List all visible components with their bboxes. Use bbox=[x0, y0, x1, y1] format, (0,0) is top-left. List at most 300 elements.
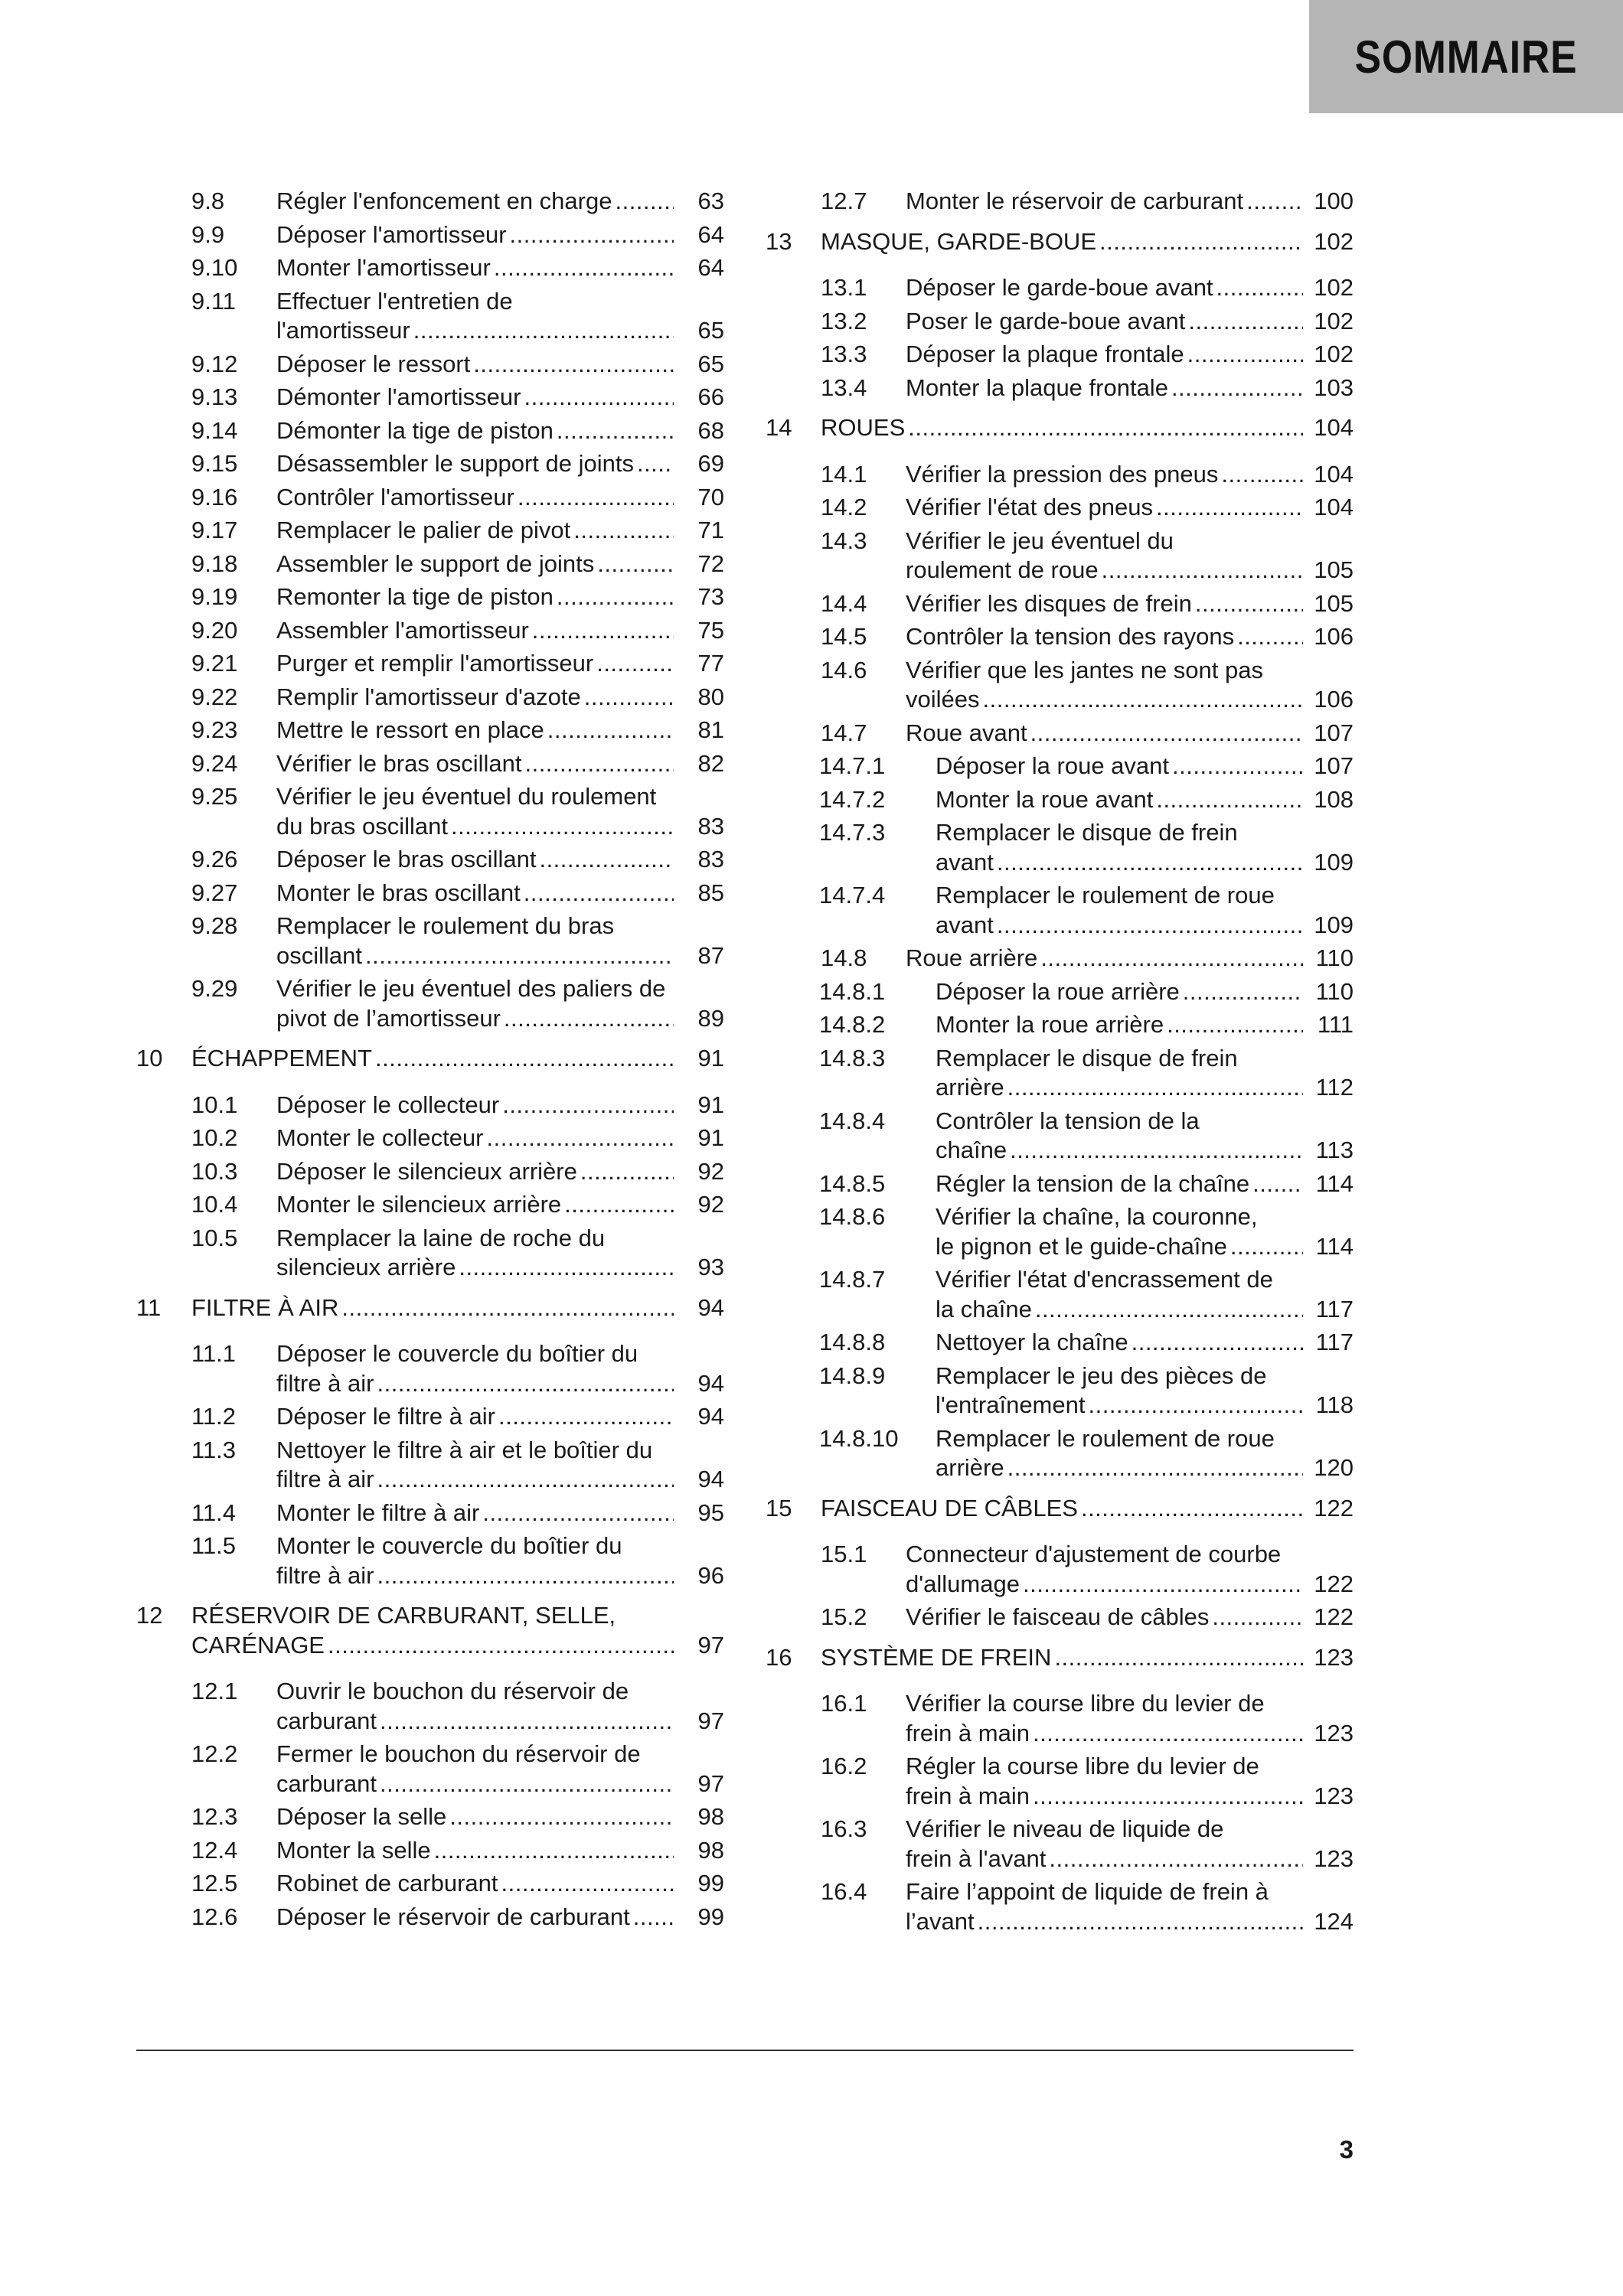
toc-section-entry[interactable] bbox=[136, 749, 724, 779]
dot-leader bbox=[1054, 1643, 1303, 1673]
toc-entry-page: 95 bbox=[697, 1499, 724, 1526]
toc-entry-number: 14.3 bbox=[821, 527, 867, 554]
toc-section-entry[interactable] bbox=[766, 527, 1354, 585]
toc-entry-title: Régler l'enfoncement en charge bbox=[276, 188, 612, 214]
toc-entry-title: Poser le garde-boue avant bbox=[906, 307, 1186, 334]
toc-entry-page: 73 bbox=[697, 583, 724, 610]
toc-section-entry[interactable] bbox=[136, 649, 724, 679]
toc-entry-title: Nettoyer le filtre à air et le boîtier du bbox=[276, 1436, 653, 1463]
toc-entry-number: 14.7.2 bbox=[819, 785, 886, 813]
toc-section-entry[interactable] bbox=[766, 1362, 1354, 1420]
toc-entry-title: Monter le filtre à air bbox=[276, 1499, 480, 1526]
toc-entry-page: 105 bbox=[1314, 556, 1354, 583]
toc-entry-page: 98 bbox=[697, 1803, 724, 1830]
toc-section-entry[interactable] bbox=[136, 1531, 724, 1590]
toc-section-entry[interactable] bbox=[136, 716, 724, 745]
dot-leader bbox=[1167, 1010, 1303, 1040]
toc-entry-page: 94 bbox=[697, 1403, 724, 1430]
toc-entry-page: 63 bbox=[697, 188, 724, 214]
toc-entry-page: 102 bbox=[1314, 307, 1354, 334]
toc-section-entry[interactable] bbox=[766, 785, 1354, 815]
toc-entry-page: 102 bbox=[1314, 341, 1354, 367]
toc-section-entry[interactable] bbox=[766, 656, 1354, 715]
dot-leader bbox=[377, 1369, 674, 1399]
dot-leader bbox=[1252, 1169, 1303, 1199]
toc-section-entry[interactable] bbox=[766, 273, 1354, 303]
dot-leader bbox=[597, 550, 674, 579]
toc-entry-page: 102 bbox=[1314, 227, 1354, 255]
toc-entry-page: 98 bbox=[697, 1836, 724, 1864]
toc-entry-page: 83 bbox=[697, 846, 724, 872]
toc-entry-title: SYSTÈME DE FREIN bbox=[821, 1643, 1052, 1671]
toc-entry-number: 10.5 bbox=[191, 1224, 238, 1251]
toc-entry-page: 122 bbox=[1314, 1494, 1354, 1521]
toc-entry-page: 71 bbox=[697, 517, 724, 543]
toc-entry-title: carburant bbox=[276, 1707, 377, 1734]
toc-section-entry[interactable] bbox=[136, 253, 724, 283]
toc-entry-page: 103 bbox=[1314, 373, 1354, 401]
toc-entry-title: Vérifier le jeu éventuel du bbox=[906, 527, 1174, 554]
toc-entry-page: 117 bbox=[1315, 1329, 1354, 1355]
toc-entry-page: 114 bbox=[1315, 1169, 1354, 1197]
dot-leader bbox=[375, 1044, 674, 1074]
toc-section-entry[interactable] bbox=[136, 220, 724, 250]
toc-entry-title: arrière bbox=[936, 1074, 1004, 1101]
toc-entry-number: 16 bbox=[766, 1643, 792, 1671]
toc-entry-title: Remplacer le palier de pivot bbox=[276, 517, 571, 543]
toc-entry-title: du bras oscillant bbox=[276, 812, 449, 840]
toc-entry-number: 14.2 bbox=[821, 494, 867, 520]
toc-entry-page: 96 bbox=[697, 1561, 724, 1589]
toc-entry-number: 14.8.5 bbox=[819, 1169, 886, 1197]
dot-leader bbox=[494, 253, 674, 283]
toc-chapter-entry[interactable] bbox=[136, 1044, 724, 1074]
toc-entry-page: 97 bbox=[697, 1769, 724, 1797]
toc-section-entry[interactable] bbox=[136, 1836, 724, 1866]
toc-entry-number: 14.8.1 bbox=[819, 977, 886, 1005]
toc-section-entry[interactable] bbox=[136, 1740, 724, 1799]
toc-entry-page: 94 bbox=[697, 1466, 724, 1492]
toc-entry-title: Déposer la plaque frontale bbox=[906, 341, 1184, 367]
toc-entry-number: 16.3 bbox=[821, 1815, 867, 1842]
dot-leader bbox=[1035, 1295, 1303, 1325]
toc-entry-page: 105 bbox=[1314, 589, 1354, 617]
toc-entry-number: 12 bbox=[136, 1602, 163, 1629]
toc-entry-page: 111 bbox=[1317, 1011, 1354, 1038]
toc-entry-number: 11.4 bbox=[191, 1499, 237, 1526]
toc-section-entry[interactable] bbox=[136, 1802, 724, 1832]
toc-section-entry[interactable] bbox=[136, 1091, 724, 1120]
toc-section-entry[interactable] bbox=[766, 752, 1354, 781]
toc-entry-title: voilées bbox=[906, 686, 980, 713]
toc-entry-page: 110 bbox=[1315, 977, 1354, 1005]
dot-leader bbox=[1010, 1136, 1303, 1166]
toc-entry-title: Assembler l'amortisseur bbox=[276, 616, 529, 644]
toc-entry-number: 14.8.2 bbox=[819, 1011, 886, 1038]
dot-leader bbox=[547, 716, 674, 745]
toc-entry-title: Vérifier le bras oscillant bbox=[276, 749, 522, 777]
toc-entry-title: Monter le couvercle du boîtier du bbox=[276, 1532, 622, 1559]
toc-section-entry[interactable] bbox=[766, 1815, 1354, 1874]
toc-entry-page: 104 bbox=[1314, 494, 1354, 520]
toc-section-entry[interactable] bbox=[136, 1499, 724, 1528]
toc-entry-title: Monter le bras oscillant bbox=[276, 879, 521, 906]
toc-section-entry[interactable] bbox=[136, 287, 724, 346]
toc-section-entry[interactable] bbox=[136, 1124, 724, 1153]
toc-entry-title: Vérifier le jeu éventuel des paliers de bbox=[276, 975, 666, 1002]
toc-entry-number: 9.21 bbox=[191, 650, 238, 677]
toc-entry-title: CARÉNAGE bbox=[191, 1631, 325, 1658]
toc-entry-number: 14.8.10 bbox=[819, 1424, 899, 1452]
toc-section-entry[interactable] bbox=[766, 818, 1354, 877]
toc-entry-title: avant bbox=[936, 911, 994, 938]
toc-entry-number: 9.15 bbox=[191, 450, 238, 477]
toc-entry-number: 10.3 bbox=[191, 1157, 238, 1185]
toc-section-entry[interactable] bbox=[766, 1169, 1354, 1199]
toc-section-entry[interactable] bbox=[136, 683, 724, 713]
dot-leader bbox=[557, 416, 674, 446]
toc-entry-number: 14.7.4 bbox=[819, 882, 886, 908]
dot-leader bbox=[997, 848, 1303, 878]
toc-entry-title: Remplacer le roulement de roue bbox=[936, 1424, 1275, 1452]
toc-entry-title: oscillant bbox=[276, 941, 362, 969]
dot-leader bbox=[1221, 460, 1303, 490]
toc-section-entry[interactable] bbox=[136, 383, 724, 413]
toc-entry-number: 10 bbox=[136, 1045, 163, 1071]
toc-entry-title: Déposer le filtre à air bbox=[276, 1403, 496, 1430]
toc-section-entry[interactable] bbox=[136, 616, 724, 646]
toc-entry-number: 14.8.3 bbox=[819, 1044, 886, 1071]
toc-section-entry[interactable] bbox=[766, 1265, 1354, 1324]
toc-section-entry[interactable] bbox=[136, 516, 724, 546]
toc-entry-page: 113 bbox=[1315, 1137, 1354, 1163]
toc-entry-page: 122 bbox=[1314, 1570, 1354, 1597]
toc-entry-page: 97 bbox=[697, 1707, 724, 1734]
toc-entry-title: Vérifier le niveau de liquide de bbox=[906, 1815, 1224, 1842]
toc-entry-number: 14.8.8 bbox=[819, 1329, 886, 1355]
toc-entry-number: 9.13 bbox=[191, 383, 238, 410]
toc-entry-page: 117 bbox=[1315, 1295, 1354, 1322]
toc-entry-number: 16.4 bbox=[821, 1878, 867, 1905]
toc-entry-title: Monter la plaque frontale bbox=[906, 373, 1168, 401]
toc-entry-number: 9.10 bbox=[191, 254, 238, 281]
dot-leader bbox=[596, 649, 674, 679]
toc-section-entry[interactable] bbox=[136, 1190, 724, 1220]
toc-section-entry[interactable] bbox=[136, 1224, 724, 1283]
toc-entry-title: arrière bbox=[936, 1454, 1004, 1481]
dot-leader bbox=[377, 1561, 674, 1591]
toc-entry-page: 75 bbox=[697, 616, 724, 644]
toc-entry-number: 14.8.6 bbox=[819, 1203, 886, 1230]
toc-entry-title: filtre à air bbox=[276, 1369, 374, 1397]
toc-section-entry[interactable] bbox=[766, 493, 1354, 523]
toc-entry-page: 99 bbox=[697, 1903, 724, 1930]
toc-entry-title: Déposer le silencieux arrière bbox=[276, 1157, 577, 1185]
toc-entry-title: Effectuer l'entretien de bbox=[276, 287, 513, 315]
toc-section-entry[interactable] bbox=[136, 1903, 724, 1932]
toc-entry-title: Monter la roue arrière bbox=[936, 1011, 1164, 1038]
toc-entry-page: 106 bbox=[1314, 623, 1354, 650]
toc-entry-number: 12.6 bbox=[191, 1903, 238, 1930]
toc-entry-page: 83 bbox=[697, 812, 724, 840]
toc-section-entry[interactable] bbox=[136, 449, 724, 479]
toc-entry-title: Vérifier la course libre du levier de bbox=[906, 1690, 1265, 1717]
toc-entry-title: Déposer le couvercle du boîtier du bbox=[276, 1340, 638, 1367]
toc-section-entry[interactable] bbox=[766, 373, 1354, 403]
toc-section-entry[interactable] bbox=[766, 1328, 1354, 1358]
toc-section-entry[interactable] bbox=[136, 1402, 724, 1432]
toc-entry-number: 13.1 bbox=[821, 274, 867, 301]
toc-section-entry[interactable] bbox=[766, 977, 1354, 1007]
dot-leader bbox=[459, 1253, 674, 1283]
toc-entry-title: Démonter la tige de piston bbox=[276, 416, 554, 444]
toc-entry-title: Régler la course libre du levier de bbox=[906, 1753, 1259, 1779]
toc-section-entry[interactable] bbox=[766, 187, 1354, 217]
toc-section-entry[interactable] bbox=[136, 974, 724, 1033]
toc-entry-number: 14.7.3 bbox=[819, 819, 886, 846]
toc-entry-title: chaîne bbox=[936, 1137, 1007, 1163]
toc-entry-title: Contrôler la tension des rayons bbox=[906, 623, 1235, 650]
toc-entry-number: 13.4 bbox=[821, 373, 867, 401]
toc-entry-page: 77 bbox=[697, 650, 724, 677]
dot-leader bbox=[997, 911, 1303, 941]
toc-entry-title: pivot de l’amortisseur bbox=[276, 1004, 501, 1032]
toc-chapter-entry[interactable] bbox=[136, 1601, 724, 1660]
toc-entry-title: RÉSERVOIR DE CARBURANT, SELLE, bbox=[191, 1602, 616, 1629]
toc-section-entry[interactable] bbox=[136, 879, 724, 908]
toc-entry-page: 64 bbox=[697, 254, 724, 281]
dot-leader bbox=[1156, 785, 1303, 815]
toc-chapter-entry[interactable] bbox=[766, 227, 1354, 257]
toc-entry-page: 89 bbox=[697, 1004, 724, 1032]
toc-entry-number: 9.23 bbox=[191, 716, 238, 743]
toc-entry-number: 12.2 bbox=[191, 1740, 238, 1767]
toc-entry-title: Remplacer le disque de frein bbox=[936, 819, 1238, 846]
toc-entry-title: FILTRE À AIR bbox=[191, 1293, 339, 1321]
toc-chapter-entry[interactable] bbox=[766, 1494, 1354, 1524]
toc-entry-number: 9.16 bbox=[191, 483, 238, 510]
toc-section-entry[interactable] bbox=[766, 1877, 1354, 1936]
toc-section-entry[interactable] bbox=[766, 881, 1354, 940]
dot-leader bbox=[1237, 622, 1303, 652]
toc-entry-page: 109 bbox=[1314, 911, 1354, 938]
toc-entry-page: 114 bbox=[1315, 1232, 1354, 1260]
dot-leader bbox=[908, 413, 1303, 443]
toc-section-entry[interactable] bbox=[766, 1689, 1354, 1748]
toc-entry-number: 14.7.1 bbox=[819, 752, 886, 779]
toc-entry-number: 13 bbox=[766, 227, 792, 255]
toc-entry-page: 112 bbox=[1315, 1074, 1354, 1101]
toc-entry-number: 12.1 bbox=[191, 1678, 238, 1704]
toc-entry-title: Vérifier les disques de frein bbox=[906, 589, 1192, 617]
toc-entry-page: 93 bbox=[697, 1254, 724, 1280]
dot-leader bbox=[580, 1157, 674, 1187]
toc-entry-title: Monter le collecteur bbox=[276, 1124, 484, 1151]
toc-entry-page: 104 bbox=[1314, 414, 1354, 441]
dot-leader bbox=[1187, 340, 1303, 370]
toc-entry-page: 123 bbox=[1314, 1844, 1354, 1872]
toc-entry-number: 9.11 bbox=[191, 287, 237, 315]
toc-chapter-entry[interactable] bbox=[136, 1293, 724, 1323]
toc-entry-title: ROUES bbox=[821, 414, 906, 441]
toc-entry-number: 13.3 bbox=[821, 341, 867, 367]
toc-entry-number: 9.29 bbox=[191, 975, 238, 1002]
toc-entry-title: Faire l’appoint de liquide de frein à bbox=[906, 1878, 1269, 1905]
toc-section-entry[interactable] bbox=[136, 483, 724, 513]
toc-entry-page: 123 bbox=[1314, 1782, 1354, 1809]
toc-section-entry[interactable] bbox=[766, 1202, 1354, 1261]
toc-entry-title: l’avant bbox=[906, 1907, 975, 1935]
toc-entry-title: Vérifier la pression des pneus bbox=[906, 460, 1219, 488]
toc-entry-title: Remplir l'amortisseur d'azote bbox=[276, 683, 581, 710]
toc-entry-number: 12.4 bbox=[191, 1836, 238, 1864]
toc-entry-number: 11.1 bbox=[191, 1340, 237, 1367]
toc-section-entry[interactable] bbox=[766, 1603, 1354, 1632]
toc-section-entry[interactable] bbox=[766, 1752, 1354, 1811]
toc-entry-number: 9.18 bbox=[191, 550, 238, 577]
toc-entry-page: 68 bbox=[697, 416, 724, 444]
dot-leader bbox=[1246, 187, 1303, 217]
toc-section-entry[interactable] bbox=[766, 1010, 1354, 1040]
toc-entry-title: Connecteur d'ajustement de courbe bbox=[906, 1541, 1282, 1567]
toc-entry-title: Déposer la roue avant bbox=[936, 752, 1170, 779]
dot-leader bbox=[365, 941, 674, 971]
toc-entry-title: Déposer le garde-boue avant bbox=[906, 274, 1213, 301]
toc-entry-title: Remplacer le disque de frein bbox=[936, 1044, 1238, 1071]
dot-leader bbox=[380, 1769, 674, 1799]
toc-section-entry[interactable] bbox=[136, 1339, 724, 1398]
toc-section-entry[interactable] bbox=[136, 1436, 724, 1495]
toc-left-column bbox=[136, 187, 724, 1936]
toc-entry-title: Déposer le bras oscillant bbox=[276, 846, 537, 872]
toc-section-entry[interactable] bbox=[766, 1424, 1354, 1483]
toc-entry-number: 16.2 bbox=[821, 1753, 867, 1779]
dot-leader bbox=[504, 1004, 674, 1034]
toc-entry-page: 91 bbox=[697, 1045, 724, 1071]
toc-chapter-entry[interactable] bbox=[766, 413, 1354, 443]
toc-entry-title: Vérifier la chaîne, la couronne, bbox=[936, 1203, 1258, 1230]
toc-section-entry[interactable] bbox=[136, 187, 724, 217]
toc-section-entry[interactable] bbox=[766, 340, 1354, 370]
toc-entry-title: Roue avant bbox=[906, 719, 1027, 746]
dot-leader bbox=[1183, 977, 1303, 1007]
dot-leader bbox=[487, 1124, 674, 1153]
toc-entry-number: 14 bbox=[766, 414, 792, 441]
toc-entry-page: 123 bbox=[1314, 1719, 1354, 1746]
toc-entry-title: l'entraînement bbox=[936, 1391, 1086, 1418]
dot-leader bbox=[978, 1907, 1303, 1937]
toc-section-entry[interactable] bbox=[136, 782, 724, 841]
toc-section-entry[interactable] bbox=[136, 550, 724, 579]
toc-section-entry[interactable] bbox=[136, 1677, 724, 1736]
dot-leader bbox=[413, 316, 674, 346]
toc-entry-title: Vérifier l'état des pneus bbox=[906, 494, 1153, 520]
dot-leader bbox=[377, 1465, 674, 1495]
toc-entry-number: 13.2 bbox=[821, 307, 867, 334]
toc-entry-page: 65 bbox=[697, 317, 724, 344]
toc-entry-number: 14.5 bbox=[821, 623, 867, 650]
toc-entry-page: 99 bbox=[697, 1870, 724, 1896]
toc-entry-title: filtre à air bbox=[276, 1466, 374, 1492]
toc-entry-page: 107 bbox=[1314, 719, 1354, 746]
toc-entry-page: 123 bbox=[1314, 1643, 1354, 1671]
toc-section-entry[interactable] bbox=[766, 589, 1354, 619]
toc-entry-page: 91 bbox=[697, 1124, 724, 1151]
toc-entry-number: 9.22 bbox=[191, 683, 238, 710]
toc-entry-title: ÉCHAPPEMENT bbox=[191, 1045, 372, 1071]
toc-section-entry[interactable] bbox=[766, 1540, 1354, 1599]
toc-section-entry[interactable] bbox=[136, 350, 724, 380]
toc-entry-title: d'allumage bbox=[906, 1570, 1020, 1597]
toc-entry-page: 104 bbox=[1314, 460, 1354, 488]
toc-entry-page: 92 bbox=[697, 1191, 724, 1218]
toc-entry-title: Ouvrir le bouchon du réservoir de bbox=[276, 1678, 629, 1704]
toc-entry-number: 14.7 bbox=[821, 719, 867, 746]
dot-leader bbox=[518, 483, 674, 513]
toc-section-entry[interactable] bbox=[136, 912, 724, 970]
toc-entry-number: 10.1 bbox=[191, 1091, 238, 1118]
footer-divider bbox=[136, 2050, 1354, 2051]
toc-entry-title: Vérifier l'état d'encrassement de bbox=[936, 1266, 1273, 1293]
toc-section-entry[interactable] bbox=[766, 944, 1354, 974]
toc-entry-number: 10.4 bbox=[191, 1191, 238, 1218]
toc-entry-number: 15.2 bbox=[821, 1603, 867, 1630]
dot-leader bbox=[510, 220, 674, 250]
toc-section-entry[interactable] bbox=[766, 460, 1354, 490]
dot-leader bbox=[557, 582, 674, 612]
toc-entry-page: 107 bbox=[1314, 752, 1354, 779]
dot-leader bbox=[1188, 307, 1303, 337]
toc-entry-number: 9.14 bbox=[191, 416, 238, 444]
toc-entry-number: 9.28 bbox=[191, 912, 238, 939]
toc-section-entry[interactable] bbox=[136, 416, 724, 446]
toc-entry-number: 12.3 bbox=[191, 1803, 238, 1830]
toc-section-entry[interactable] bbox=[136, 1869, 724, 1899]
toc-entry-title: Désassembler le support de joints bbox=[276, 450, 634, 477]
toc-entry-page: 65 bbox=[697, 350, 724, 377]
toc-section-entry[interactable] bbox=[766, 307, 1354, 337]
toc-section-entry[interactable] bbox=[766, 622, 1354, 652]
toc-entry-title: filtre à air bbox=[276, 1561, 374, 1589]
dot-leader bbox=[524, 383, 674, 413]
toc-entry-number: 9.27 bbox=[191, 879, 238, 906]
page-number: 3 bbox=[1339, 2135, 1354, 2164]
toc-entry-title: Déposer l'amortisseur bbox=[276, 220, 507, 248]
dot-leader bbox=[524, 749, 674, 779]
toc-section-entry[interactable] bbox=[766, 719, 1354, 748]
dot-leader bbox=[482, 1499, 674, 1528]
toc-entry-title: Déposer le ressort bbox=[276, 350, 471, 377]
dot-leader bbox=[1156, 493, 1303, 523]
dot-leader bbox=[1033, 1719, 1303, 1749]
toc-section-entry[interactable] bbox=[136, 1157, 724, 1187]
dot-leader bbox=[501, 1869, 674, 1899]
toc-entry-number: 12.5 bbox=[191, 1870, 238, 1896]
toc-entry-page: 102 bbox=[1314, 274, 1354, 301]
toc-entry-number: 11 bbox=[136, 1293, 162, 1321]
dot-leader bbox=[524, 879, 674, 908]
toc-section-entry[interactable] bbox=[136, 582, 724, 612]
toc-entry-page: 118 bbox=[1315, 1391, 1354, 1418]
toc-section-entry[interactable] bbox=[766, 1107, 1354, 1166]
toc-entry-number: 14.8.4 bbox=[819, 1107, 886, 1134]
toc-chapter-entry[interactable] bbox=[766, 1643, 1354, 1673]
toc-section-entry[interactable] bbox=[766, 1044, 1354, 1103]
toc-section-entry[interactable] bbox=[136, 845, 724, 875]
dot-leader bbox=[341, 1293, 674, 1323]
toc-entry-number: 14.8 bbox=[821, 944, 867, 971]
dot-leader bbox=[633, 1903, 674, 1932]
